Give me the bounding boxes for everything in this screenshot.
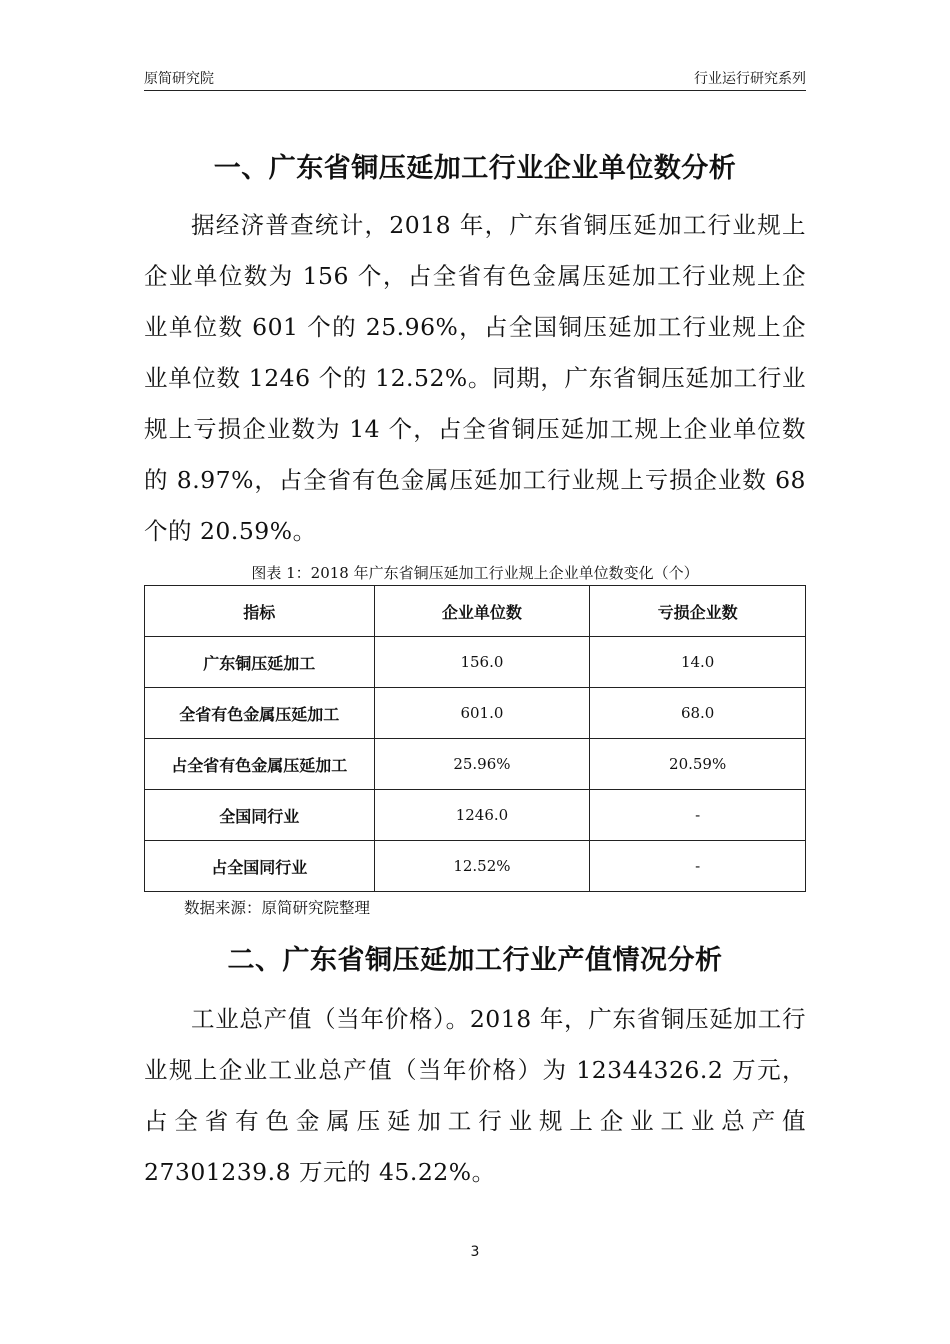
table-cell: 1246.0	[374, 790, 590, 841]
data-table	[144, 585, 806, 892]
table-row-label: 广东铜压延加工	[145, 637, 375, 688]
section1-paragraph: 据经济普查统计，2018 年，广东省铜压延加工行业规上企业单位数为 156 个，占全省有色金属压延加工行业规上企业单位数 601 个的 25.96%，占全国铜压延加工行业规上企业单位数 1246 个的 12.52%。同期，广东省铜压延加工行业规上亏损企业数为 14 个，占全省铜压延加工规上企业单位数的 8.97%，占全省有色金属压延加工行业规上亏损企业数 68 个的 20.59%。	[144, 211, 806, 545]
table-row-label: 占全省有色金属压延加工	[145, 739, 375, 790]
table-cell: 12.52%	[374, 841, 590, 892]
table-cell: 68.0	[590, 688, 806, 739]
table-row	[145, 637, 806, 688]
table-cell: 25.96%	[374, 739, 590, 790]
table-header-cell: 亏损企业数	[590, 586, 806, 637]
section1-title: 一、广东省铜压延加工行业企业单位数分析	[213, 153, 737, 184]
table-cell: 156.0	[374, 637, 590, 688]
table-cell: -	[590, 790, 806, 841]
table-cell: 14.0	[590, 637, 806, 688]
table-caption: 图表 1：2018 年广东省铜压延加工行业规上企业单位数变化（个）	[251, 564, 699, 582]
section2-title: 二、广东省铜压延加工行业产值情况分析	[227, 945, 723, 976]
table-header-cell: 企业单位数	[374, 586, 590, 637]
table-row	[145, 688, 806, 739]
table-row	[145, 790, 806, 841]
table-cell: -	[590, 841, 806, 892]
table-cell: 20.59%	[590, 739, 806, 790]
header-right-label: 行业运行研究系列	[694, 71, 806, 87]
table-source-note: 数据来源：原简研究院整理	[184, 899, 371, 917]
page-header	[144, 66, 806, 91]
table-header-row	[145, 586, 806, 637]
section2-paragraph: 工业总产值（当年价格）。2018 年，广东省铜压延加工行业规上企业工业总产值（当年价格）为 12344326.2 万元，占全省有色金属压延加工行业规上企业工业总产值 27301239.8 万元的 45.22%。	[144, 1005, 806, 1186]
table-header-cell: 指标	[145, 586, 375, 637]
table-row-label: 全省有色金属压延加工	[145, 688, 375, 739]
table-row	[145, 739, 806, 790]
table-row	[145, 841, 806, 892]
table-cell: 601.0	[374, 688, 590, 739]
table-row-label: 占全国同行业	[145, 841, 375, 892]
page-number: 3	[470, 1244, 480, 1260]
header-left-label: 原简研究院	[144, 71, 214, 87]
table-row-label: 全国同行业	[145, 790, 375, 841]
